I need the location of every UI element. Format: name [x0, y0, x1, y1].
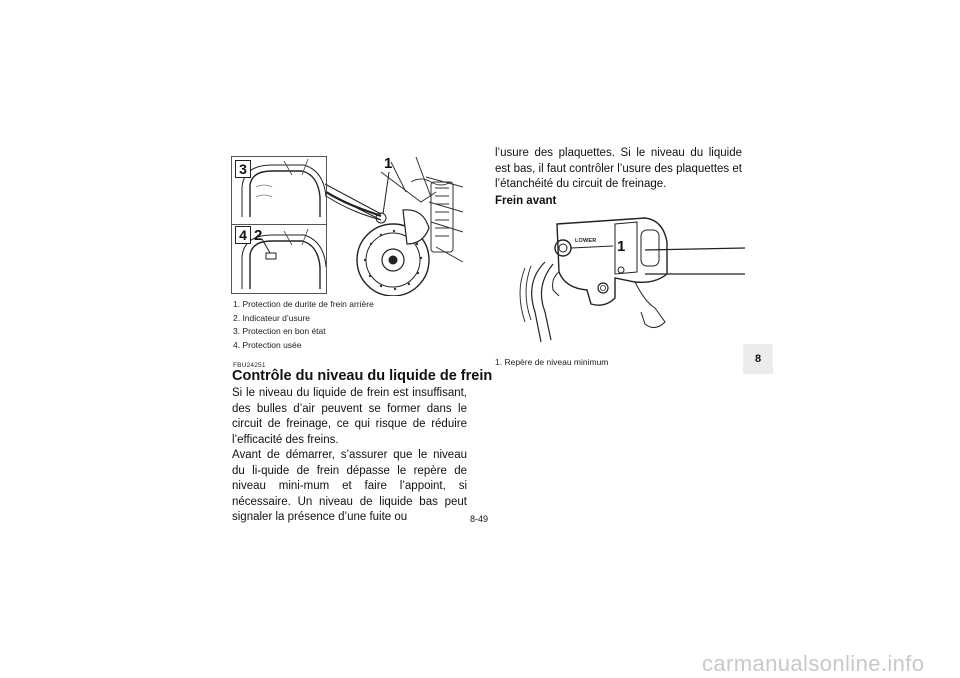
figure-front-brake-reservoir — [495, 212, 745, 348]
figure-brake-hose-protector — [231, 152, 465, 296]
callout-1-reservoir: 1 — [617, 238, 626, 255]
page-number: 8-49 — [470, 514, 489, 524]
callout-1: 1 — [384, 155, 393, 172]
figure1-caption-list — [233, 298, 374, 352]
subheading-front-brake: Frein avant — [495, 195, 557, 207]
caption-item: 3. Protection en bon état — [233, 326, 326, 336]
reservoir-illustration — [495, 212, 745, 348]
paragraph-3: l’usure des plaquettes. Si le niveau du liquide est bas, il faut contrôler l’usure des plaquettes et l’étanchéité du circuit de freinage. — [495, 147, 742, 190]
caption-item: 2. Indicateur d’usure — [233, 312, 311, 323]
caption-item: 1. Protection de durite de frein arrière — [233, 299, 374, 309]
lower-level-mark: LOWER — [575, 238, 597, 244]
chapter-tab: 8 — [743, 344, 773, 374]
figure2-caption — [495, 356, 608, 370]
section-title: Contrôle du niveau du liquide de frein — [232, 368, 493, 384]
caption-item: 1. Repère de niveau minimum — [495, 357, 609, 367]
callout-2: 2 — [254, 227, 263, 244]
caption-item: 4. Protection usée — [233, 339, 302, 350]
paragraph-2: Avant de démarrer, s’assurer que le niveau du li-quide de frein dépasse le repère de niveau mini-mum et faire l’appoint, si nécessaire. Un niveau de liquide bas peut signaler la présence d’une fuite ou — [232, 449, 467, 523]
watermark-text: carmanualsonline.info — [702, 651, 925, 676]
paragraph-1: Si le niveau du liquide de frein est insuffisant, des bulles d’air peuvent se former dans le circuit de freinage, ce qui risque de réduire l’efficacité des freins. — [232, 387, 467, 446]
left-column — [232, 386, 467, 526]
callout-4: 4 — [235, 226, 251, 244]
callout-3: 3 — [235, 160, 251, 178]
right-column — [495, 146, 742, 193]
section-code: FBU24251 — [233, 362, 266, 369]
